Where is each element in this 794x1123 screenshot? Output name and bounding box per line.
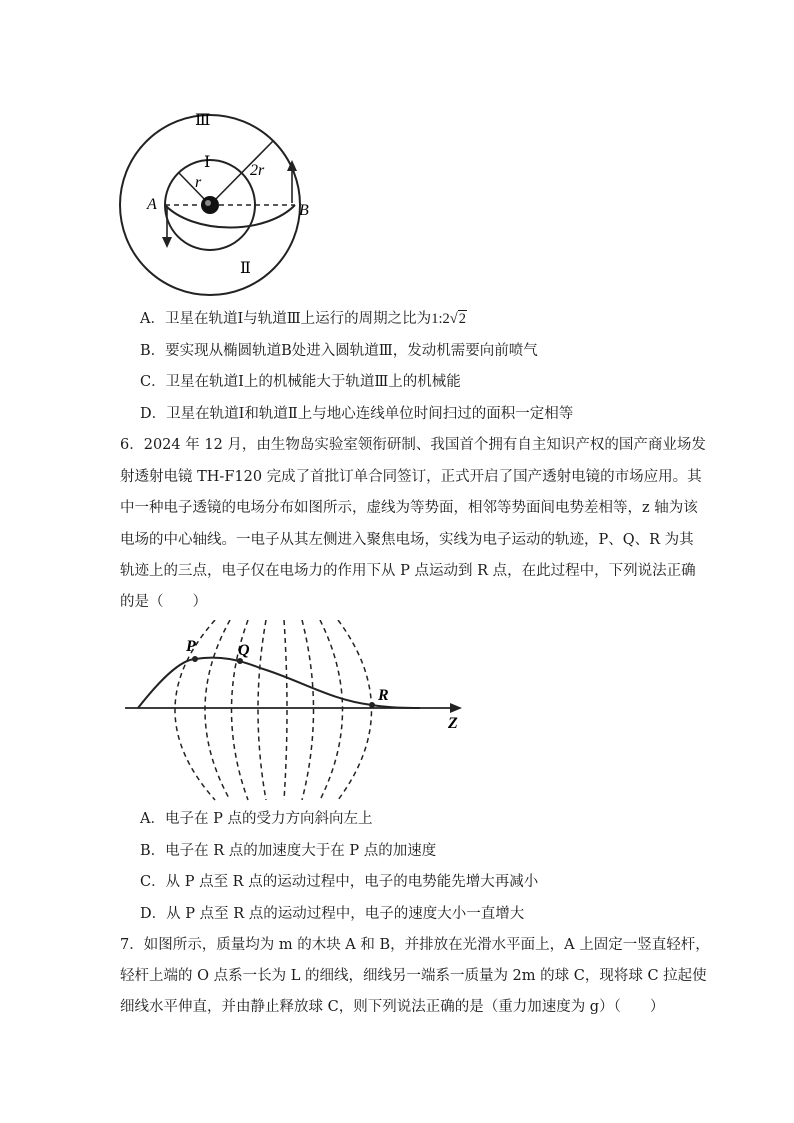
q7-stem-line-2: 轻杆上端的 O 点系一长为 L 的细线，细线另一端系一质量为 2m 的球 C，现将球 C 拉起使 (120, 968, 707, 984)
q5-option-d: D．卫星在轨道Ⅰ和轨道Ⅱ上与地心连线单位时间扫过的面积一定相等 (140, 406, 574, 422)
orbit-i-label: Ⅰ (204, 154, 211, 171)
point-p (192, 656, 198, 662)
q5-option-a-ratio: 1:2 (431, 311, 450, 327)
point-q-label: Q (238, 642, 250, 659)
q6-stem-line-2: 射透射电镜 TH-F120 完成了首批订单合同签订，正式开启了国产透射电镜的市场应用。其 (120, 469, 702, 485)
radius-2r-label: 2r (250, 162, 265, 179)
q5-option-a: A．卫星在轨道Ⅰ与轨道Ⅲ上运行的周期之比为1:2√2 (140, 311, 466, 327)
orbit-iii-label: Ⅲ (195, 112, 211, 129)
axis-z-label: Z (448, 715, 458, 732)
orbit-diagram (115, 105, 315, 305)
electron-lens-diagram (120, 620, 470, 805)
q6-stem-line-5: 轨迹上的三点，电子仅在电场力的作用下从 P 点运动到 R 点，在此过程中，下列说法正确 (120, 563, 696, 579)
point-r (369, 702, 375, 708)
q6-option-a: A．电子在 P 点的受力方向斜向左上 (140, 811, 373, 827)
q6-option-d: D．从 P 点至 R 点的运动过程中，电子的速度大小一直增大 (140, 906, 525, 922)
q6-stem-line-1: 6．2024 年 12 月，由生物岛实验室领衔研制、我国首个拥有自主知识产权的国产商业场发 (120, 437, 706, 453)
q5-option-b: B．要实现从椭圆轨道B处进入圆轨道Ⅲ，发动机需要向前喷气 (140, 343, 538, 359)
q5-option-a-sqrt: 2 (458, 311, 466, 327)
q6-stem-line-4: 电场的中心轴线。一电子从其左侧进入聚焦电场，实线为电子运动的轨迹，P、Q、R 为其 (120, 532, 694, 548)
equipotential-lines (175, 620, 372, 800)
q6-stem-line-6: 的是（ ） (120, 594, 207, 610)
point-p-label: P (186, 638, 196, 655)
point-b-label: B (299, 202, 309, 219)
point-r-label: R (378, 687, 389, 704)
q6-option-c: C．从 P 点至 R 点的运动过程中，电子的电势能先增大再减小 (140, 874, 539, 890)
orbit-ii-ellipse (165, 205, 295, 228)
orbit-ii-label: Ⅱ (240, 260, 251, 277)
q7-stem-line-1: 7．如图所示，质量均为 m 的木块 A 和 B，并排放在光滑水平面上，A 上固定一竖直轻杆， (120, 937, 710, 953)
point-a-label: A (147, 196, 157, 213)
q5-option-c: C．卫星在轨道Ⅰ上的机械能大于轨道Ⅲ上的机械能 (140, 374, 461, 390)
q6-stem-line-3: 中一种电子透镜的电场分布如图所示，虚线为等势面，相邻等势面间电势差相等，z 轴为该 (120, 500, 698, 516)
q5-option-a-text: A．卫星在轨道Ⅰ与轨道Ⅲ上运行的周期之比为 (140, 311, 432, 327)
radius-r-label: r (195, 174, 202, 191)
q6-option-b: B．电子在 R 点的加速度大于在 P 点的加速度 (140, 843, 437, 859)
q7-stem-line-3: 细线水平伸直，并由静止释放球 C，则下列说法正确的是（重力加速度为 g）（ ） (120, 999, 665, 1015)
